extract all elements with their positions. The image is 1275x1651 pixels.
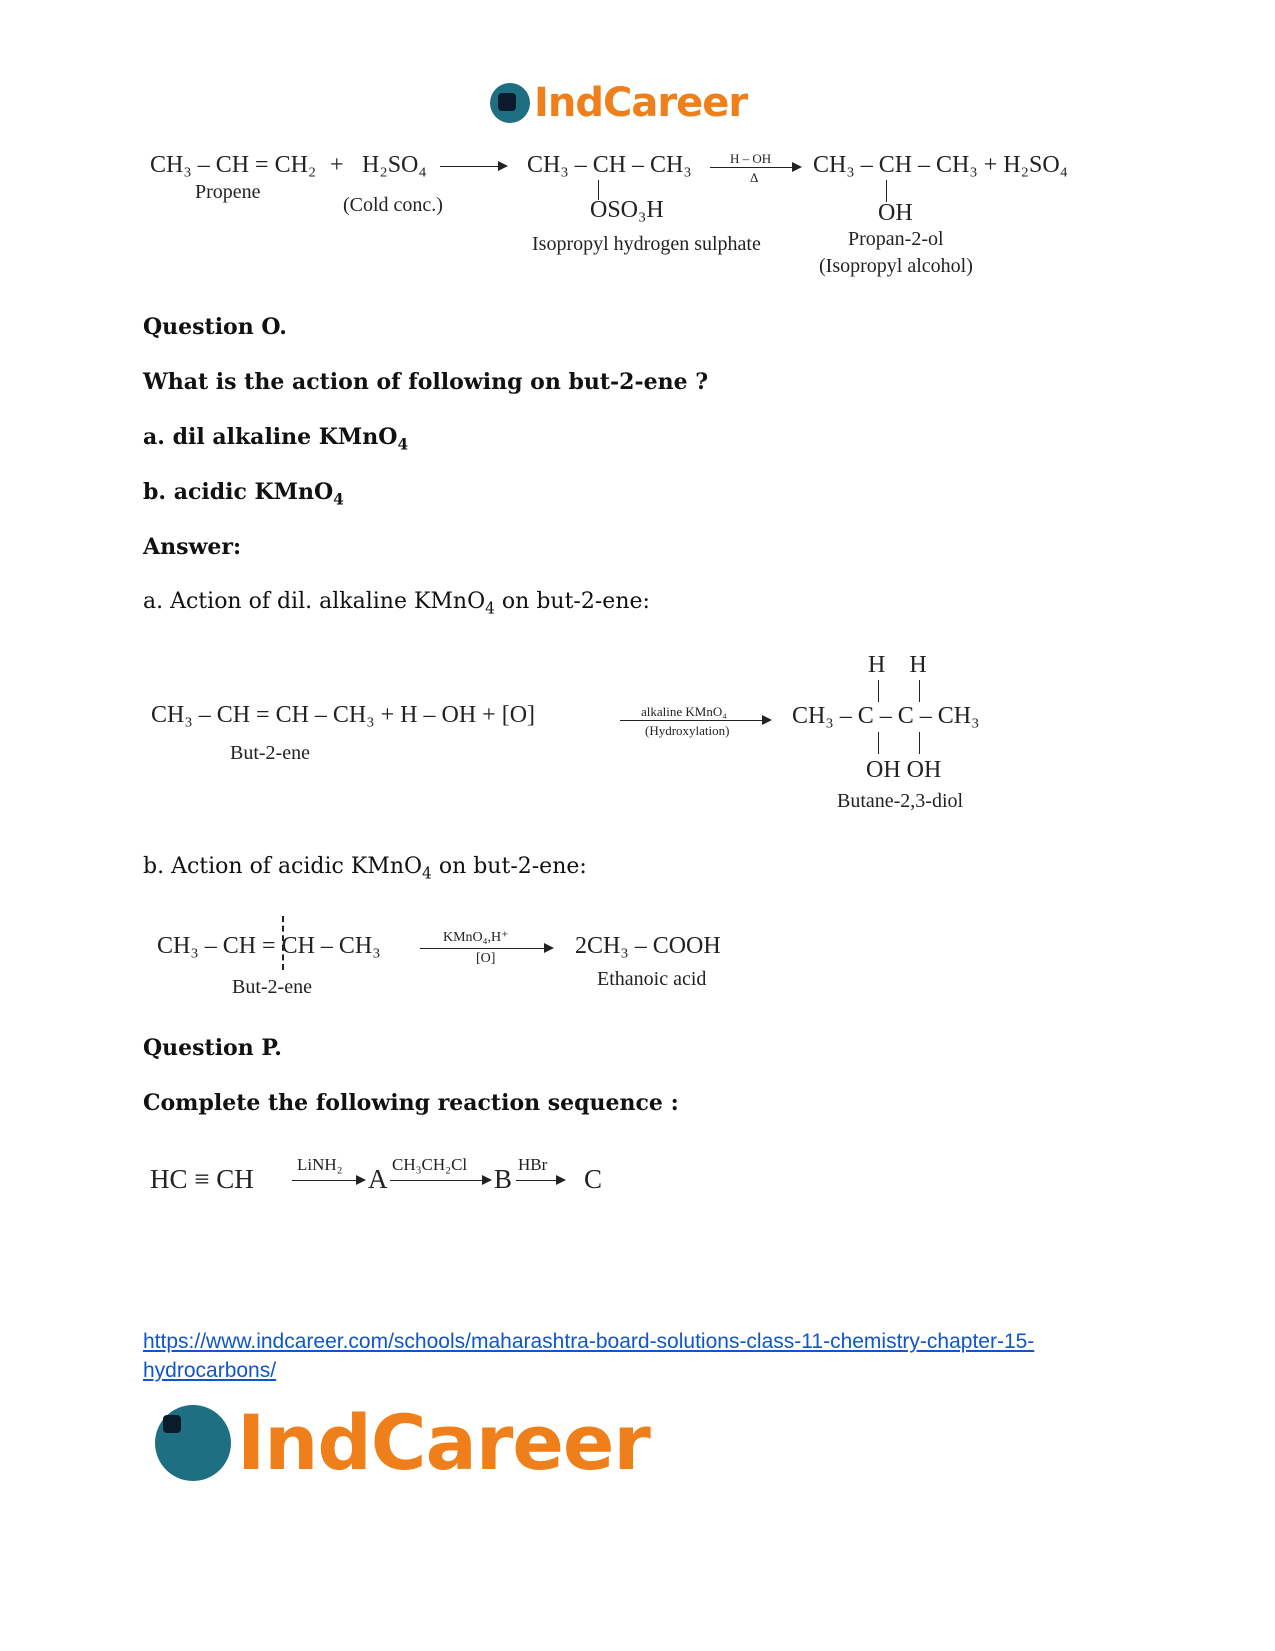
- r1-arrow2-bottom: Δ: [750, 170, 759, 185]
- r3-arrow-bottom: [O]: [476, 951, 496, 966]
- r1-arrow2-top: H – OH: [730, 151, 772, 166]
- answer-heading: Answer:: [143, 534, 242, 560]
- footer-brand: IndCareer: [237, 1398, 650, 1487]
- r1-intermediate: CH₃ – CH – CH₃: [527, 152, 692, 178]
- answer-b-sub: 4: [422, 864, 432, 883]
- r1-product-sub: OH: [878, 200, 913, 226]
- r2-product: CH₃ – C – C – CH₃: [792, 703, 980, 729]
- r1-reactant1: CH₃ – CH = CH₂: [150, 152, 317, 178]
- part-a-text: a. dil alkaline KMnO: [143, 424, 398, 450]
- r2-product-label: Butane-2,3-diol: [837, 790, 964, 812]
- logo-emblem-icon: [490, 83, 530, 123]
- r3-cleavage-line: [282, 916, 284, 970]
- r2-bond-bot2: [919, 732, 920, 754]
- r1-reactant2-label: (Cold conc.): [343, 194, 443, 216]
- footer-link-line2[interactable]: hydrocarbons/: [143, 1359, 277, 1382]
- r4-reagent1: LiNH₂: [297, 1155, 343, 1174]
- r1-bond2: [886, 180, 887, 202]
- part-a-sub: 4: [397, 435, 409, 454]
- footer-link-line1[interactable]: https://www.indcareer.com/schools/maharashtra-board-solutions-class-11-chemistry-chapter-15-: [143, 1330, 1035, 1353]
- question-o-part-a: [143, 424, 408, 453]
- r1-product: CH₃ – CH – CH₃ + H₂SO₄: [813, 152, 1069, 178]
- header-logo: [490, 80, 747, 126]
- header-brand: IndCareer: [534, 80, 748, 126]
- r2-lhs: CH₃ – CH = CH – CH₃ + H – OH + [O]: [151, 702, 536, 728]
- question-o-title: Question O.: [143, 314, 287, 340]
- r3-product-label: Ethanoic acid: [597, 968, 707, 990]
- r2-top-h: H H: [868, 652, 927, 678]
- r2-bottom-oh: OH OH: [866, 757, 942, 783]
- r4-c: C: [584, 1164, 603, 1194]
- r1-intermediate-sub: OSO₃H: [590, 197, 664, 223]
- question-o-prompt: What is the action of following on but-2-ene ?: [143, 369, 709, 395]
- r1-reactant1-label: Propene: [195, 181, 261, 203]
- answer-a-sub: 4: [485, 599, 495, 618]
- r1-arrow2: [710, 167, 800, 168]
- answer-b-line: [143, 854, 587, 882]
- r2-arrow-bottom: (Hydroxylation): [645, 723, 730, 738]
- r4-start: HC ≡ CH: [150, 1164, 254, 1194]
- r3-product: 2CH₃ – COOH: [575, 933, 721, 959]
- r1-product-label2: (Isopropyl alcohol): [819, 255, 973, 277]
- part-b-sub: 4: [333, 490, 344, 509]
- r1-intermediate-label: Isopropyl hydrogen sulphate: [532, 233, 761, 255]
- answer-b-pre: b. Action of acidic KMnO: [143, 854, 423, 879]
- r1-product-label1: Propan-2-ol: [848, 228, 944, 250]
- r4-arrow1: [292, 1180, 364, 1181]
- r2-bond-top1: [878, 680, 879, 702]
- r3-lhs-label: But-2-ene: [232, 976, 312, 998]
- question-p-title: Question P.: [143, 1035, 282, 1061]
- question-o-part-b: [143, 479, 344, 508]
- part-b-text: b. acidic KMnO: [143, 479, 334, 505]
- r4-a: A: [368, 1164, 388, 1194]
- r3-arrow-top: KMnO₄,H⁺: [443, 930, 509, 945]
- r1-plus: +: [330, 152, 344, 178]
- r2-lhs-label: But-2-ene: [230, 742, 310, 764]
- r4-reagent2: CH₃CH₂Cl: [392, 1155, 468, 1174]
- r3-arrow: [420, 948, 552, 949]
- r2-arrow-top: alkaline KMnO₄: [641, 704, 727, 719]
- answer-a-pre: a. Action of dil. alkaline KMnO: [143, 589, 486, 614]
- r2-bond-top2: [919, 680, 920, 702]
- r1-reactant2: H₂SO₄: [362, 152, 427, 178]
- answer-a-post: on but-2-ene:: [494, 589, 650, 614]
- r4-reagent3: HBr: [518, 1155, 548, 1174]
- r4-b: B: [494, 1164, 513, 1194]
- answer-a-line: [143, 589, 650, 617]
- r4-arrow2: [390, 1180, 490, 1181]
- footer-logo: [155, 1398, 650, 1487]
- answer-b-post: on but-2-ene:: [431, 854, 587, 879]
- r1-arrow1: [440, 166, 506, 167]
- r4-arrow3: [516, 1180, 564, 1181]
- r3-lhs: CH₃ – CH = CH – CH₃: [157, 933, 381, 959]
- footer-logo-emblem-icon: [155, 1405, 231, 1481]
- r2-arrow: [620, 720, 770, 721]
- question-p-prompt: Complete the following reaction sequence :: [143, 1090, 679, 1116]
- r2-bond-bot1: [878, 732, 879, 754]
